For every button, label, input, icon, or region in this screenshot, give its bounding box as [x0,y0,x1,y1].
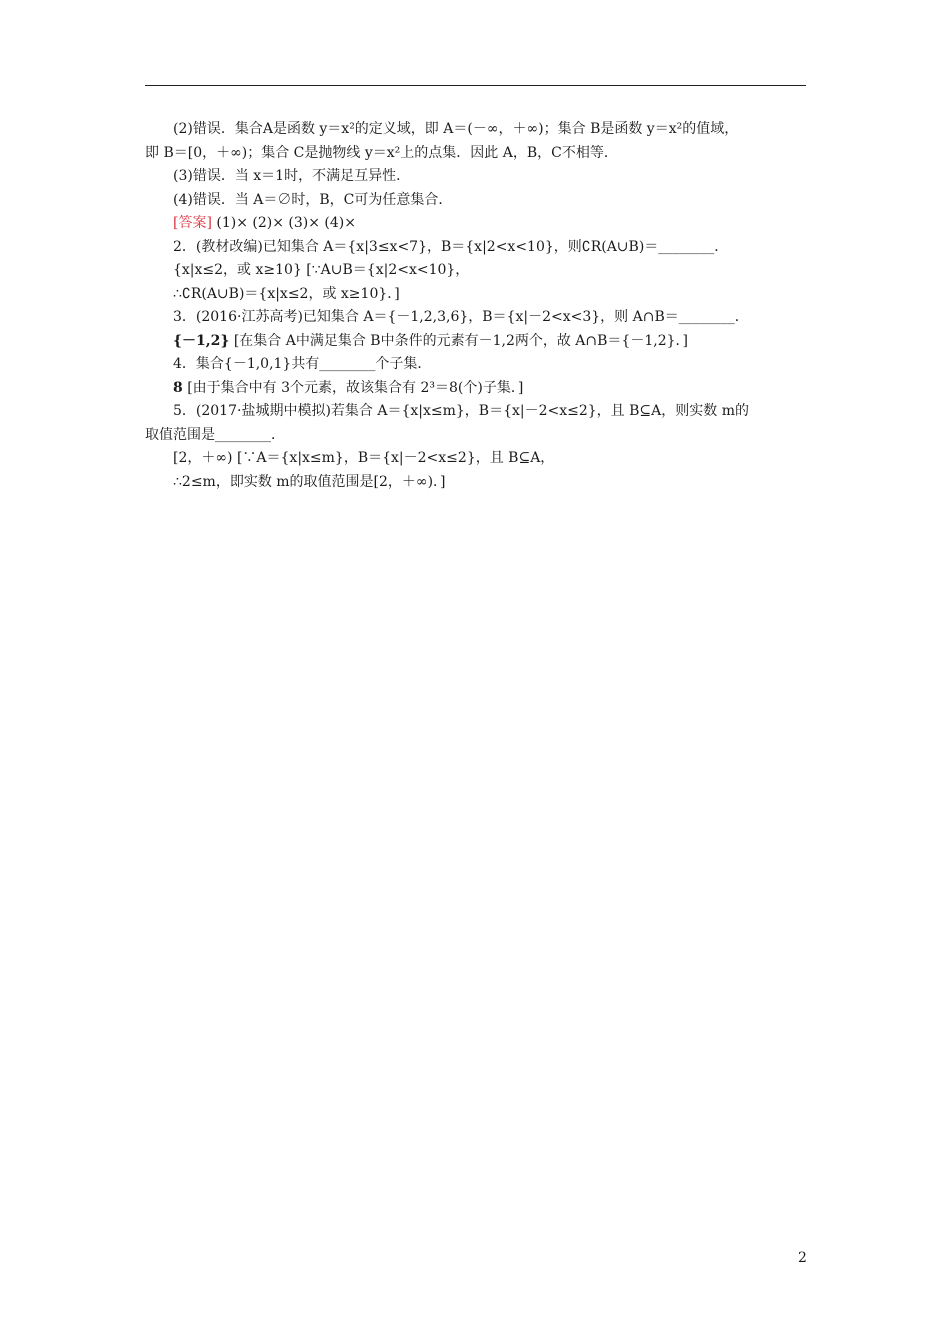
answer-label: [答案] [173,215,212,231]
text-line: 8 [由于集合中有 3个元素，故该集合有 2³＝8(个)子集．] [173,379,524,396]
text-line: {x|x≤2，或 x≥10} [∵A∪B＝{x|2<x<10}， [173,262,470,278]
question-5: 5．(2017·盐城期中模拟)若集合 A＝{x|x≤m}，B＝{x|－2<x≤2}，且 B⊆A，则实数 m的 [173,403,749,419]
page-number: 2 [798,1250,807,1266]
answer-value: {－1,2} [173,332,230,349]
text-line: {－1,2} [在集合 A中满足集合 B中条件的元素有－1,2两个，故 A∩B＝{－1,2}．] [173,332,688,349]
header-rule [145,85,806,86]
question-3: 3．(2016·江苏高考)已知集合 A＝{－1,2,3,6}，B＝{x|－2<x<3}，则 A∩B＝________． [173,309,749,325]
answer-value: 8 [173,379,183,396]
text-line: 取值范围是________． [145,426,285,443]
question-4: 4．集合{－1,0,1}共有________个子集． [173,356,432,372]
text-line: ∴2≤m，即实数 m的取值范围是[2，＋∞)．] [173,473,446,490]
text-line: (2)错误．集合A是函数 y＝x²的定义域，即 A＝(－∞，＋∞)；集合 B是函数 y＝x²的值域， [173,121,739,137]
document-body [145,118,806,494]
answer-line: [答案] (1)× (2)× (3)× (4)× [173,215,356,231]
text-line: ∴∁R(A∪B)＝{x|x≤2，或 x≥10}．] [173,285,400,302]
text-line: 即 B＝[0，＋∞)；集合 C是抛物线 y＝x²上的点集．因此 A，B，C不相等． [145,144,618,161]
text-line: (4)错误．当 A＝∅时，B，C可为任意集合． [173,191,453,208]
text-line: [2，＋∞) [∵A＝{x|x≤m}，B＝{x|－2<x≤2}，且 B⊆A， [173,450,555,466]
question-2: 2．(教材改编)已知集合 A＝{x|3≤x<7}，B＝{x|2<x<10}，则∁R(A∪B)＝________． [173,238,729,255]
text-line: (3)错误．当 x＝1时，不满足互异性． [173,168,411,184]
